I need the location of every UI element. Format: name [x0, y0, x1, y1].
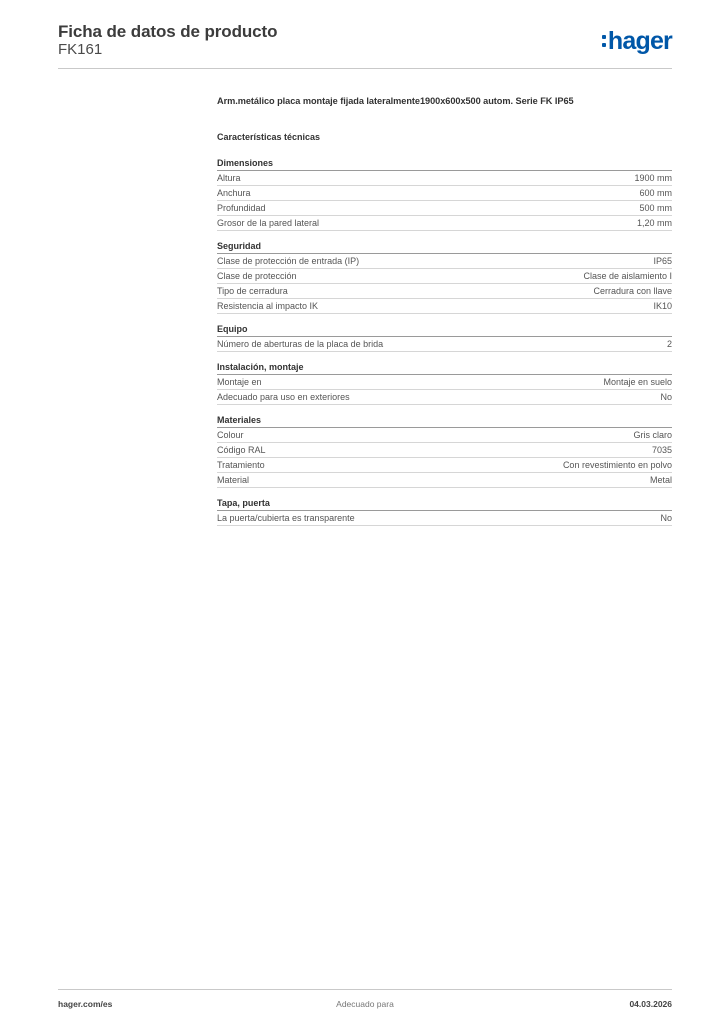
spec-row: [217, 171, 672, 186]
technical-characteristics-title: Características técnicas: [217, 132, 321, 142]
spec-row: [217, 443, 672, 458]
spec-section: [217, 361, 672, 405]
spec-label: Clase de protección de entrada (IP): [217, 256, 360, 266]
datasheet-content: [217, 96, 672, 535]
spec-label: Profundidad: [217, 203, 266, 213]
spec-value: 7035: [651, 445, 672, 455]
spec-section: [217, 323, 672, 352]
spec-value: Clase de aislamiento I: [583, 271, 672, 281]
section-title: Materiales: [217, 414, 672, 428]
spec-value: 1900 mm: [634, 173, 672, 183]
product-code: FK161: [58, 41, 103, 58]
spec-value: IP65: [653, 256, 672, 266]
spec-section: [217, 414, 672, 488]
spec-label: Resistencia al impacto IK: [217, 301, 319, 311]
spec-section: [217, 497, 672, 526]
spec-value: Montaje en suelo: [603, 377, 672, 387]
spec-label: Material: [217, 475, 250, 485]
spec-label: Clase de protección: [217, 271, 297, 281]
spec-label: La puerta/cubierta es transparente: [217, 513, 355, 523]
spec-value: 1,20 mm: [636, 218, 672, 228]
spec-label: Tratamiento: [217, 460, 265, 470]
spec-label: Código RAL: [217, 445, 266, 455]
spec-row: [217, 375, 672, 390]
footer-website: hager.com/es: [58, 999, 113, 1009]
page-footer: [58, 989, 672, 1014]
spec-row: [217, 337, 672, 352]
spec-section: [217, 240, 672, 314]
spec-label: Anchura: [217, 188, 251, 198]
page-header: [58, 22, 672, 69]
spec-row: [217, 284, 672, 299]
section-title: Dimensiones: [217, 157, 672, 171]
section-title: Instalación, montaje: [217, 361, 672, 375]
spec-value: Gris claro: [633, 430, 672, 440]
spec-row: [217, 186, 672, 201]
logo-dots-icon: [602, 35, 606, 47]
section-title: Tapa, puerta: [217, 497, 672, 511]
spec-row: [217, 458, 672, 473]
spec-label: Montaje en: [217, 377, 262, 387]
footer-center-text: Adecuado para: [336, 999, 394, 1009]
spec-value: 600 mm: [639, 188, 672, 198]
spec-label: Tipo de cerradura: [217, 286, 288, 296]
document-title: Ficha de datos de producto: [58, 22, 278, 41]
product-description: Arm.metálico placa montaje fijada lateralmente1900x600x500 autom. Serie FK IP65: [217, 96, 574, 106]
spec-row: [217, 216, 672, 231]
section-title: Seguridad: [217, 240, 672, 254]
section-title: Equipo: [217, 323, 672, 337]
spec-value: No: [660, 513, 672, 523]
spec-value: 2: [666, 339, 672, 349]
spec-value: 500 mm: [639, 203, 672, 213]
spec-row: [217, 201, 672, 216]
spec-label: Altura: [217, 173, 241, 183]
spec-value: Metal: [649, 475, 672, 485]
spec-row: [217, 511, 672, 526]
hager-logo: [602, 28, 672, 54]
spec-row: [217, 390, 672, 405]
spec-row: [217, 299, 672, 314]
logo-text: hager: [607, 27, 672, 55]
spec-row: [217, 269, 672, 284]
spec-label: Grosor de la pared lateral: [217, 218, 320, 228]
spec-label: Número de aberturas de la placa de brida: [217, 339, 384, 349]
spec-label: Colour: [217, 430, 244, 440]
spec-value: Cerradura con llave: [593, 286, 672, 296]
spec-value: IK10: [653, 301, 672, 311]
spec-section: [217, 157, 672, 231]
spec-value: No: [660, 392, 672, 402]
spec-row: [217, 428, 672, 443]
spec-label: Adecuado para uso en exteriores: [217, 392, 350, 402]
spec-row: [217, 473, 672, 488]
spec-row: [217, 254, 672, 269]
footer-date: 04.03.2026: [629, 999, 672, 1009]
spec-sections: [217, 157, 672, 526]
spec-value: Con revestimiento en polvo: [562, 460, 672, 470]
